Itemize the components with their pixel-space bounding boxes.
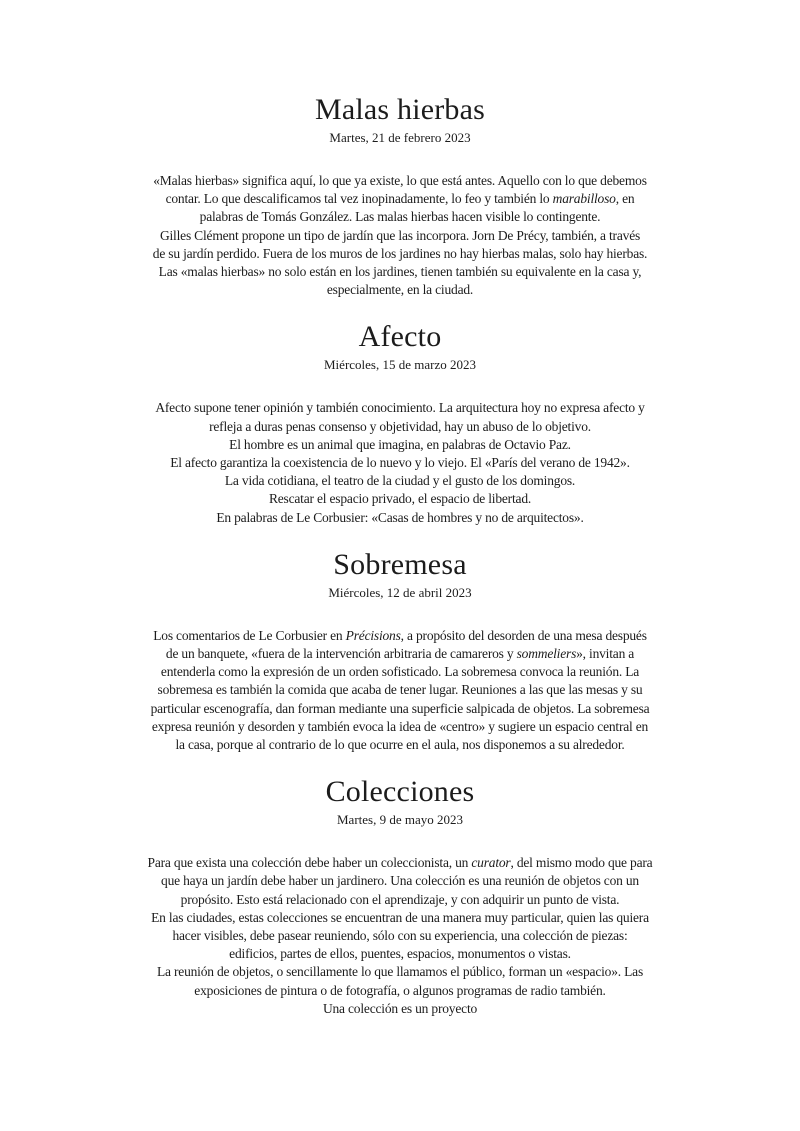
text-line: expresa reunión y desorden y también evoca la idea de «centro» y sugiere un espacio central en <box>151 718 649 734</box>
section-date: Martes, 21 de febrero 2023 <box>329 130 471 145</box>
text-line: El afecto garantiza la coexistencia de lo nuevo y lo viejo. El «París del verano de 1942». <box>170 455 630 471</box>
text-line: Para que exista una colección debe haber un coleccionista, un curator, del mismo modo que para <box>147 855 653 871</box>
section-body <box>55 399 745 526</box>
text-line: Rescatar el espacio privado, el espacio de libertad. <box>268 491 532 507</box>
text-line: entenderla como la expresión de un orden sofisticado. La sobremesa convoca la reunión. La <box>160 664 640 680</box>
text-line: «Malas hierbas» significa aquí, lo que ya existe, lo que está antes. Aquello con lo que debemos <box>153 173 647 188</box>
text-line: particular escenografía, dan forman mediante una superficie salpicada de objetos. La sobremesa <box>150 700 650 716</box>
text-line: La reunión de objetos, o sencillamente lo que llamamos el público, forman un «espacio». Las <box>156 964 644 980</box>
section-date: Miércoles, 12 de abril 2023 <box>328 584 472 600</box>
text-line: La vida cotidiana, el teatro de la ciudad y el gusto de los domingos. <box>224 473 576 489</box>
text-line: En las ciudades, estas colecciones se encuentran de una manera muy particular, quien las quiera <box>151 909 649 925</box>
section-title: Malas hierbas <box>314 93 486 126</box>
section-colecciones <box>0 776 800 1018</box>
text-line: Gilles Clément propone un tipo de jardín que las incorpora. Jorn De Précy, también, a través <box>159 227 641 243</box>
text-line: especialmente, en la ciudad. <box>326 282 474 298</box>
section-body <box>55 854 745 1018</box>
section-sobremesa <box>0 549 800 754</box>
text-line: Afecto supone tener opinión y también conocimiento. La arquitectura hoy no expresa afecto y <box>155 400 645 416</box>
section-date: Martes, 9 de mayo 2023 <box>336 812 463 828</box>
section-title: Sobremesa <box>333 547 467 581</box>
text-line: que haya un jardín debe haber un jardinero. Una colección es una reunión de objetos con un <box>161 873 639 889</box>
text-line: de su jardín perdido. Fuera de los muros de los jardines no hay hierbas malas, solo hay hierbas. <box>152 245 648 261</box>
text-line: Una colección es un proyecto <box>322 1000 478 1016</box>
text-line: El hombre es un animal que imagina, en palabras de Octavio Paz. <box>229 436 571 452</box>
text-line: palabras de Tomás González. Las malas hierbas hacen visible lo contingente. <box>199 209 601 225</box>
text-line: la casa, porque al contrario de lo que ocurre en el aula, nos disponemos a su alrededor. <box>175 737 625 753</box>
text-line: contar. Lo que descalificamos tal vez inopinadamente, lo feo y también lo marabilloso, en <box>165 191 635 207</box>
section-afecto <box>0 321 800 526</box>
section-body <box>55 172 745 299</box>
text-line: En palabras de Le Corbusier: «Casas de hombres y no de arquitectos». <box>216 509 584 525</box>
text-line: propósito. Esto está relacionado con el aprendizaje, y con adquirir un punto de vista. <box>180 891 620 907</box>
text-line: Los comentarios de Le Corbusier en Précisions, a propósito del desorden de una mesa después <box>153 627 647 643</box>
text-line: sobremesa es también la comida que acaba de tener lugar. Reuniones a las que las mesas y su <box>157 682 643 698</box>
section-body <box>55 627 745 754</box>
section-date: Miércoles, 15 de marzo 2023 <box>324 357 476 373</box>
text-line: edificios, partes de ellos, puentes, espacios, monumentos o vistas. <box>229 946 571 962</box>
text-line: hacer visibles, debe pasear reuniendo, sólo con su experiencia, una colección de piezas: <box>172 928 628 944</box>
text-line: exposiciones de pintura o de fotografía, o algunos programas de radio también. <box>194 982 606 998</box>
section-malas-hierbas <box>0 94 800 299</box>
text-line: Las «malas hierbas» no solo están en los jardines, tienen también su equivalente en la casa y, <box>158 264 642 280</box>
text-line: refleja a duras penas consenso y objetividad, hay un abuso de lo objetivo. <box>209 418 591 434</box>
section-title: Colecciones <box>325 775 475 809</box>
section-title: Afecto <box>358 320 442 354</box>
text-line: de un banquete, «fuera de la intervención arbitraria de camareros y sommeliers», invitan a <box>165 646 635 662</box>
